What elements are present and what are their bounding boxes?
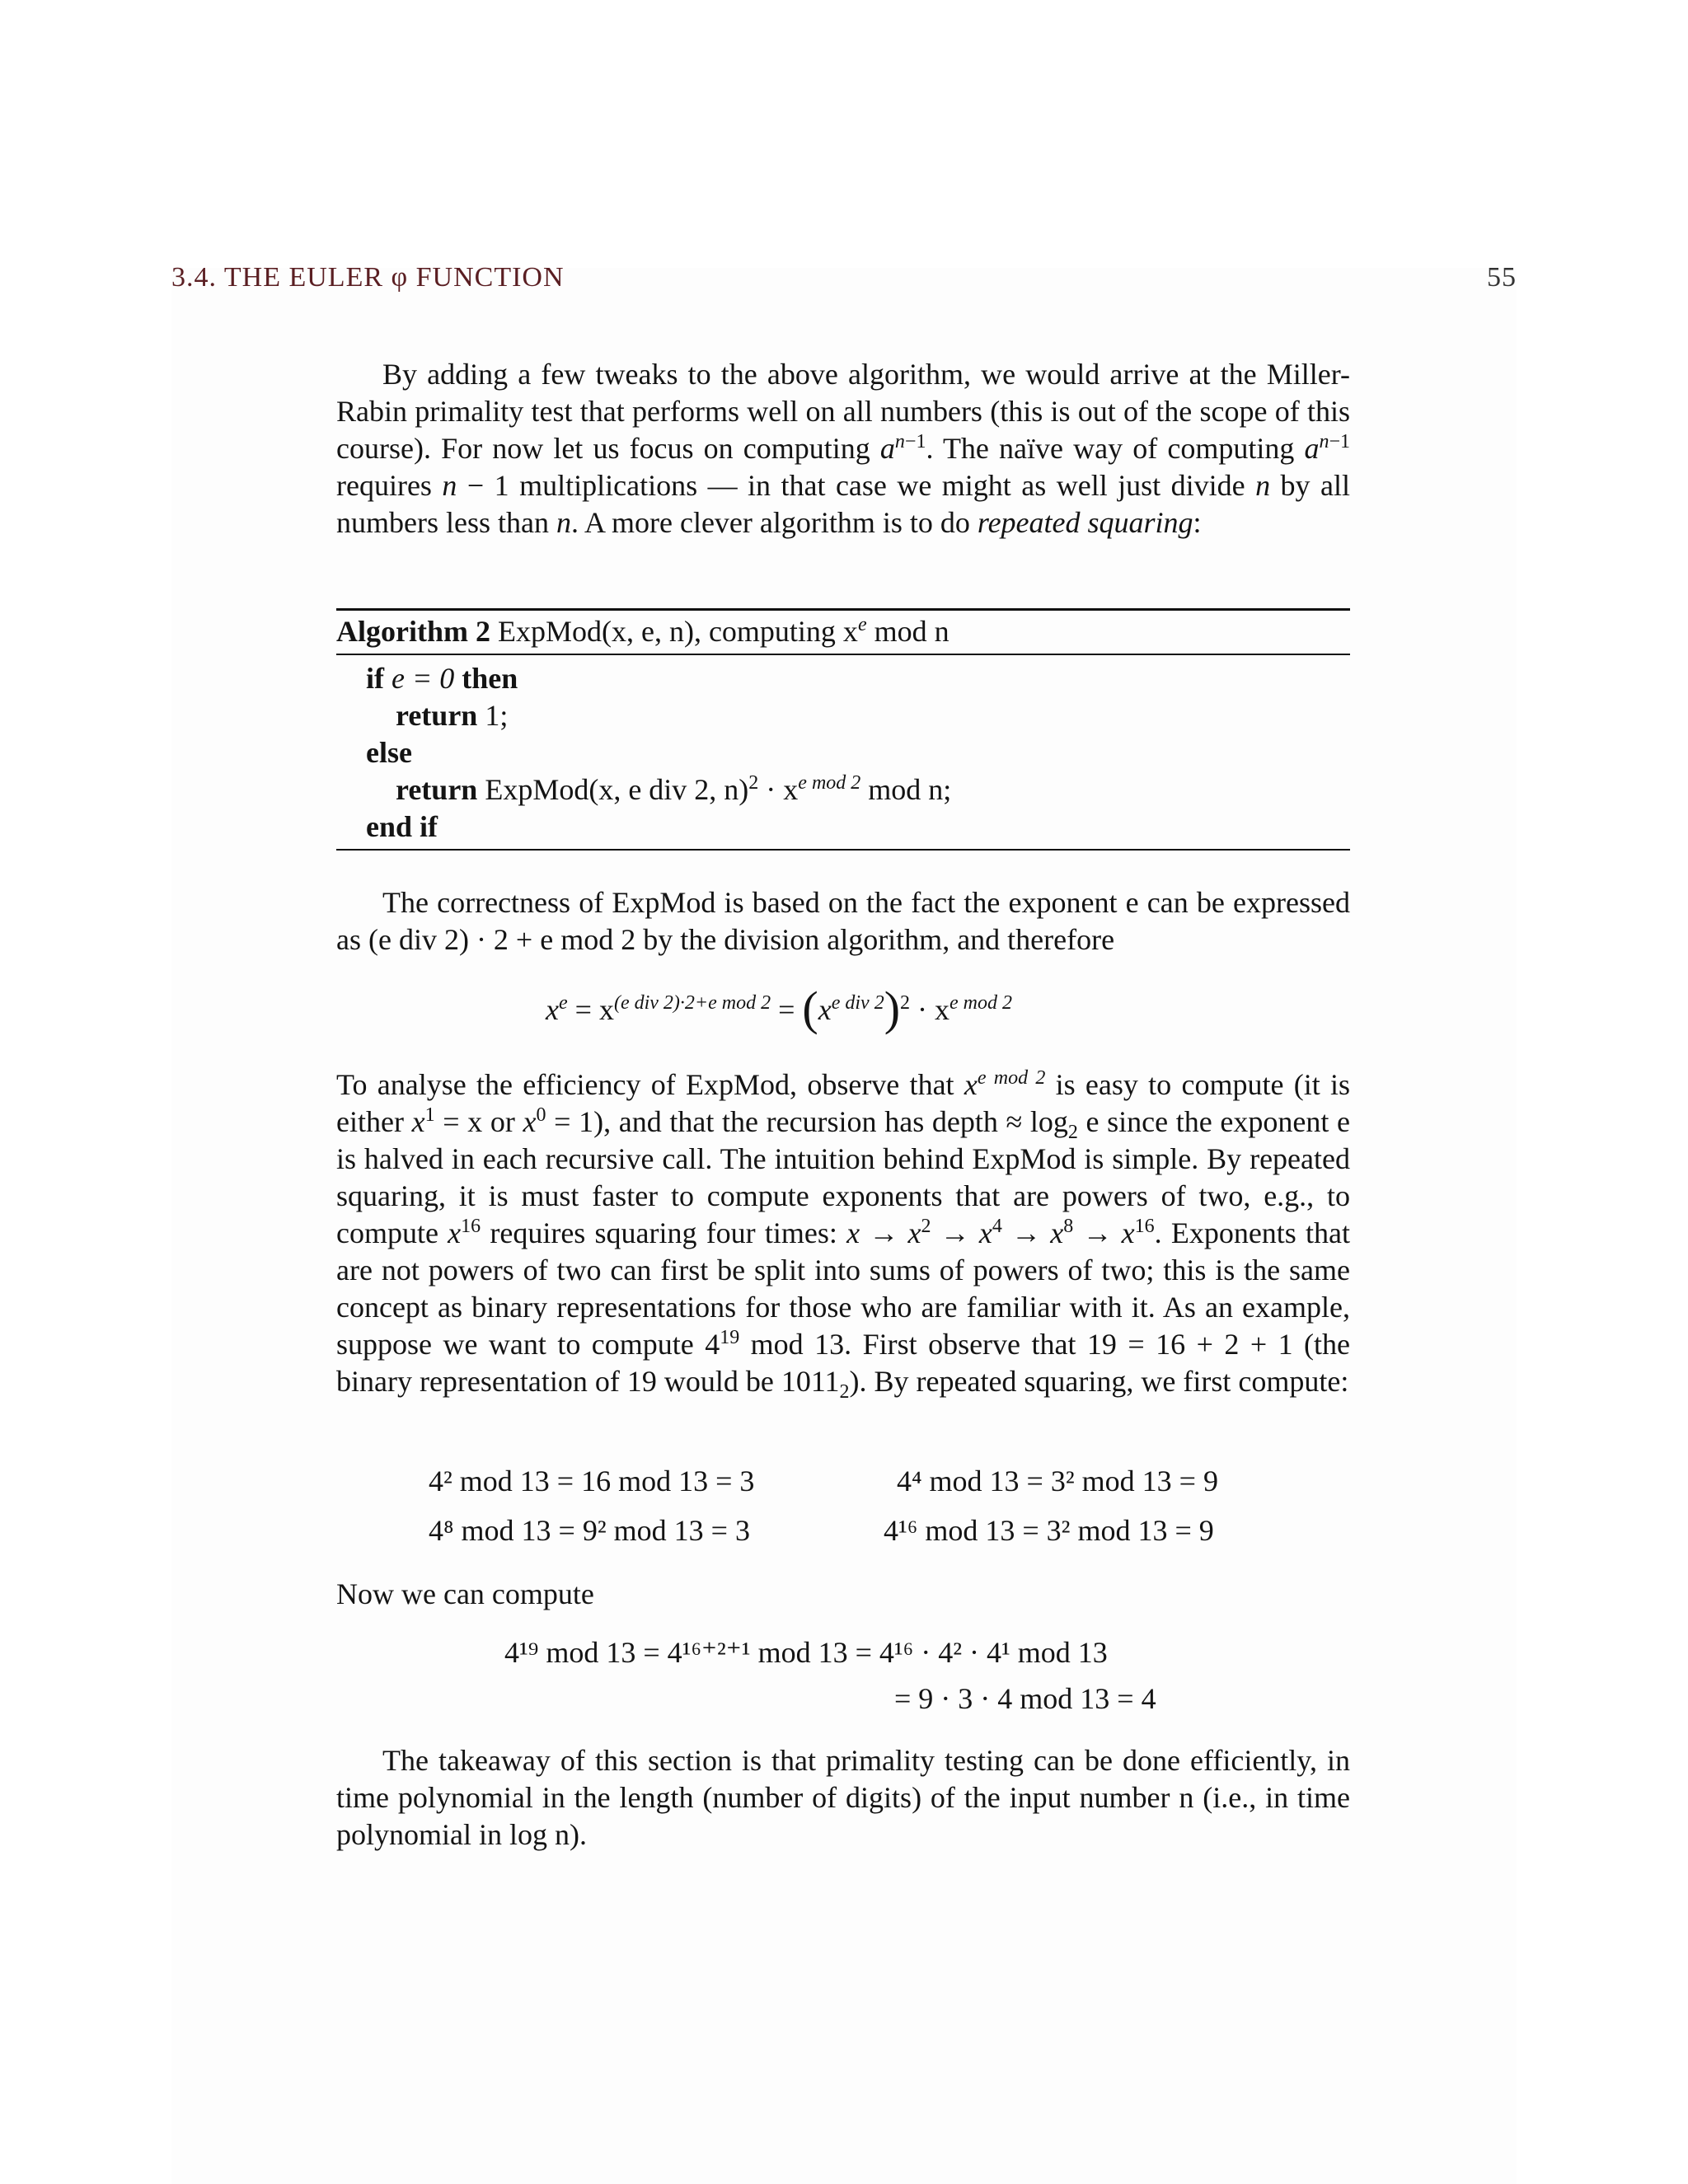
- page-number: 55: [1487, 262, 1517, 293]
- algorithm-line: return ExpMod(x, e div 2, $n)^2 \cdot x^{e mod 2}$ mod n;: [396, 772, 952, 806]
- paragraph-efficiency: To analyse the efficiency of ExpMod, observe that $x^{e mod 2}$ is easy to compute (it is either $x^1 = x$ or $x^0 = 1$), and that the recursion has depth ≈ $\log_2 e$ since the exponent e is halved in each recursive call. The intuition behind ExpMod is simple. By repeated squaring, it is must faster to compute exponents that are powers of two, e.g., to compute $x^{16}$ requires squaring four times: $x \to x^2 \to x^4 \to x^8 \to x^{16}$. Exponents that are not powers of two can first be split into sums of powers of two; this is the same concept as binary representations for those who are familiar with it. As an example, suppose we want to compute $4^{19}$ mod 13. First observe that 19 = 16 + 2 + 1 (the binary representation of 19 would be $1011_2$). By repeated squaring, we first compute:: [336, 1067, 1351, 1404]
- running-header: [171, 262, 1517, 303]
- paragraph-intro: By adding a few tweaks to the above algorithm, we would arrive at the Miller-Rabin primality test that performs well on all numbers (this is out of the scope of this course). For now let us focus on computing $a^{n-1}$. The naïve way of computing $a^{n-1}$ requires n − 1 multiplications — in that case we might as well just divide n by all numbers less than n. A more clever algorithm is to do repeated squaring:: [336, 358, 1351, 539]
- computation-r1c1: 4² mod 13 = 16 mod 13 = 3: [429, 1465, 755, 1497]
- algorithm-line: return 1;: [396, 699, 509, 732]
- computation-r1c2: 4⁴ mod 13 = 3² mod 13 = 9: [897, 1465, 1218, 1497]
- computation-r2c2: 4¹⁶ mod 13 = 3² mod 13 = 9: [884, 1514, 1214, 1547]
- algorithm-caption: Algorithm 2 ExpMod(x, e, n), computing $x^e$ mod n: [336, 611, 1350, 655]
- algorithm-box: [336, 608, 1350, 851]
- section-title: 3.4. THE EULER φ FUNCTION: [171, 262, 565, 293]
- paragraph-now-compute: Now we can compute: [336, 1577, 594, 1610]
- equation-final-line1: 4¹⁹ mod 13 = 4¹⁶⁺²⁺¹ mod 13 = 4¹⁶ · 4² · 4¹ mod 13: [504, 1636, 1108, 1669]
- algorithm-line: if e = 0 then: [366, 662, 518, 695]
- equation-final-line2: = 9 · 3 · 4 mod 13 = 4: [894, 1682, 1156, 1715]
- equation-exponent-split: $x^e = x^{(e div 2)\cdot 2+e mod 2} = (x^{e div 2})^2 \cdot x^{e mod 2}$: [546, 982, 1013, 1035]
- computation-r2c1: 4⁸ mod 13 = 9² mod 13 = 3: [429, 1514, 750, 1547]
- paragraph-correctness: The correctness of ExpMod is based on the fact the exponent e can be expressed as (e div 2) · 2 + e mod 2 by the division algorithm, and therefore: [336, 886, 1350, 956]
- paragraph-takeaway: The takeaway of this section is that primality testing can be done efficiently, in time polynomial in the length (number of digits) of the input number n (i.e., in time polynomial in log n).: [336, 1744, 1350, 1851]
- algorithm-line: else: [366, 736, 412, 769]
- algorithm-line: end if: [366, 810, 438, 843]
